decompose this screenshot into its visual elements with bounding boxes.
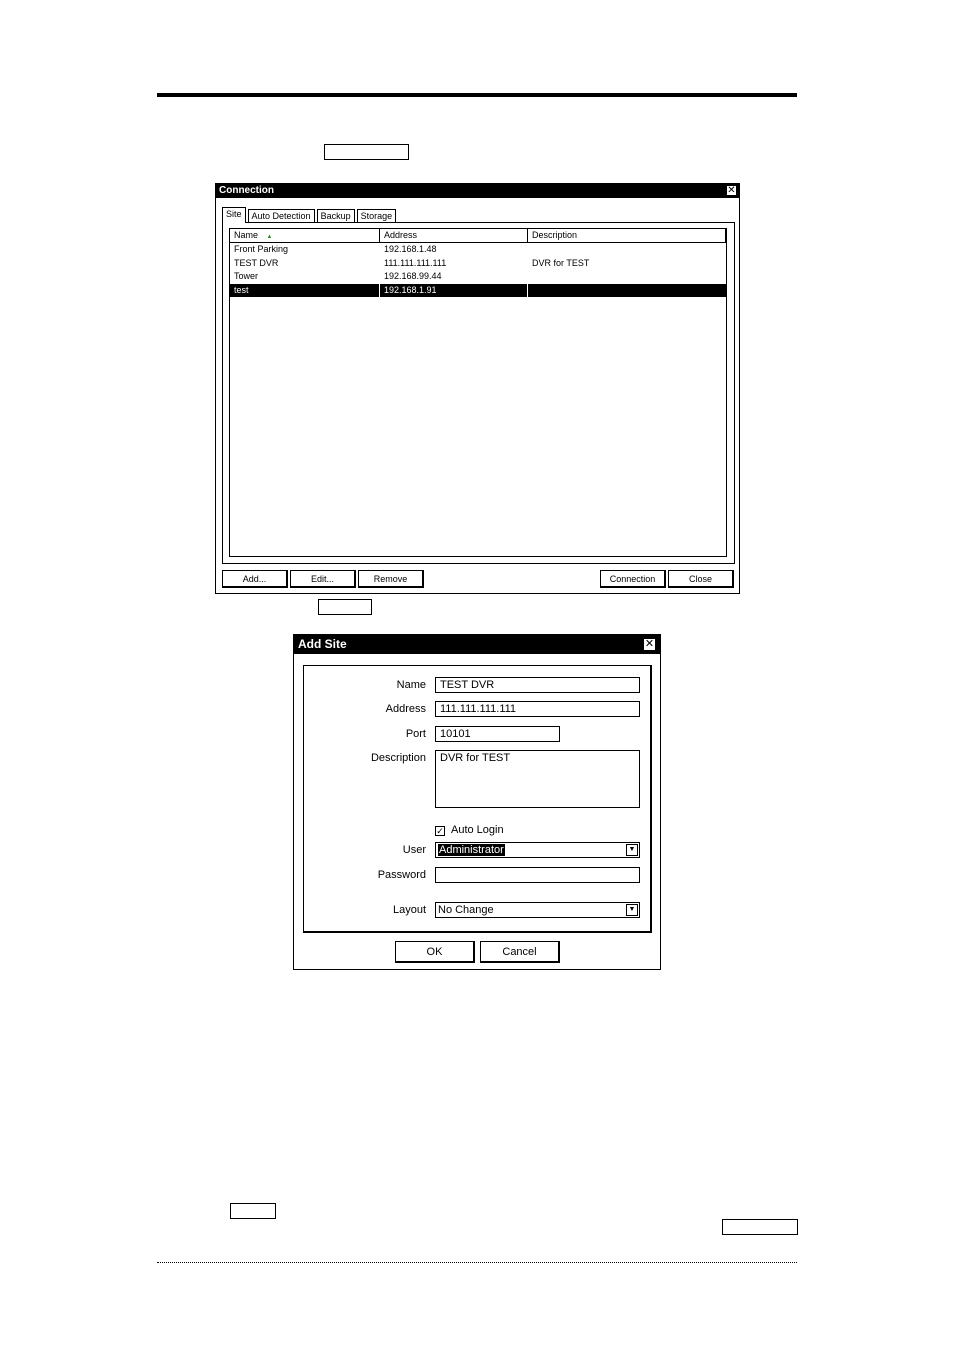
tab-backup[interactable]: Backup — [317, 209, 355, 223]
site-name-cell: Front Parking — [234, 244, 289, 254]
close-button[interactable]: Close — [668, 570, 734, 588]
layout-dropdown[interactable] — [435, 902, 640, 918]
cancel-button[interactable]: Cancel — [480, 941, 560, 963]
password-label: Password — [377, 869, 426, 881]
tab-strip — [222, 207, 398, 222]
site-address-cell: 192.168.1.91 — [380, 284, 528, 298]
table-row-selected[interactable] — [230, 284, 726, 298]
site-address-cell: 192.168.99.44 — [384, 271, 442, 281]
column-header-name-label: Name — [234, 230, 259, 240]
site-description-cell: DVR for TEST — [532, 257, 590, 268]
name-label: Name — [396, 679, 426, 691]
user-label: User — [402, 844, 426, 856]
header-rule — [157, 93, 797, 97]
chevron-down-icon[interactable]: ▼ — [626, 844, 638, 856]
tab-auto-detection[interactable]: Auto Detection — [248, 209, 315, 223]
table-row[interactable] — [230, 257, 726, 271]
redacted-label-box — [230, 1203, 276, 1219]
add-button[interactable]: Add... — [222, 570, 288, 588]
site-description-cell — [528, 243, 726, 257]
redacted-label-box — [318, 599, 372, 615]
table-row[interactable] — [230, 243, 726, 257]
sort-ascending-icon: ▲ — [266, 234, 273, 240]
connection-button[interactable]: Connection — [600, 570, 666, 588]
site-description-cell — [528, 270, 726, 284]
column-header-name[interactable] — [230, 229, 380, 242]
password-field[interactable] — [435, 867, 640, 883]
site-list[interactable] — [229, 228, 727, 557]
description-label: Description — [370, 752, 426, 764]
connection-window — [215, 183, 740, 594]
site-settings-group — [303, 665, 652, 933]
site-list-header — [230, 229, 726, 243]
footer-rule — [157, 1262, 797, 1263]
add-site-titlebar — [294, 635, 660, 654]
add-site-title: Add Site — [298, 637, 347, 651]
description-field[interactable]: DVR for TEST — [435, 750, 640, 808]
tab-storage[interactable]: Storage — [357, 209, 397, 223]
site-address-cell: 111.111.111.111 — [384, 257, 447, 268]
column-header-address[interactable]: Address — [380, 229, 528, 242]
site-name-cell: test — [230, 284, 380, 298]
tab-site[interactable]: Site — [222, 207, 246, 223]
auto-login-label: Auto Login — [451, 824, 504, 836]
layout-selected-value: No Change — [438, 904, 494, 916]
site-address-cell: 192.168.1.48 — [384, 244, 437, 254]
column-header-description[interactable]: Description — [528, 229, 726, 242]
site-name-cell: TEST DVR — [234, 257, 279, 268]
auto-login-checkbox[interactable]: ✓ — [436, 826, 444, 836]
port-label: Port — [405, 728, 426, 740]
site-name-cell: Tower — [234, 271, 259, 281]
address-field[interactable]: 111.111.111.111 — [435, 701, 640, 717]
ok-button[interactable]: OK — [395, 941, 475, 963]
chevron-down-icon[interactable]: ▼ — [626, 904, 638, 916]
address-label: Address — [385, 703, 426, 715]
add-site-dialog — [293, 634, 661, 970]
redacted-label-box — [324, 144, 409, 160]
redacted-label-box — [722, 1219, 798, 1235]
site-description-cell — [528, 284, 726, 298]
connection-title: Connection — [219, 185, 274, 196]
user-dropdown[interactable] — [435, 842, 640, 858]
close-icon[interactable]: ✕ — [727, 185, 736, 196]
port-field[interactable]: 10101 — [435, 726, 560, 742]
user-selected-value: Administrator — [439, 844, 504, 856]
layout-label: Layout — [392, 904, 426, 916]
remove-button[interactable]: Remove — [358, 570, 424, 588]
edit-button[interactable]: Edit... — [290, 570, 356, 588]
site-tab-panel — [222, 222, 735, 564]
connection-titlebar — [216, 184, 739, 198]
name-field[interactable]: TEST DVR — [435, 677, 640, 693]
table-row[interactable] — [230, 270, 726, 284]
close-icon[interactable]: ✕ — [644, 638, 655, 650]
